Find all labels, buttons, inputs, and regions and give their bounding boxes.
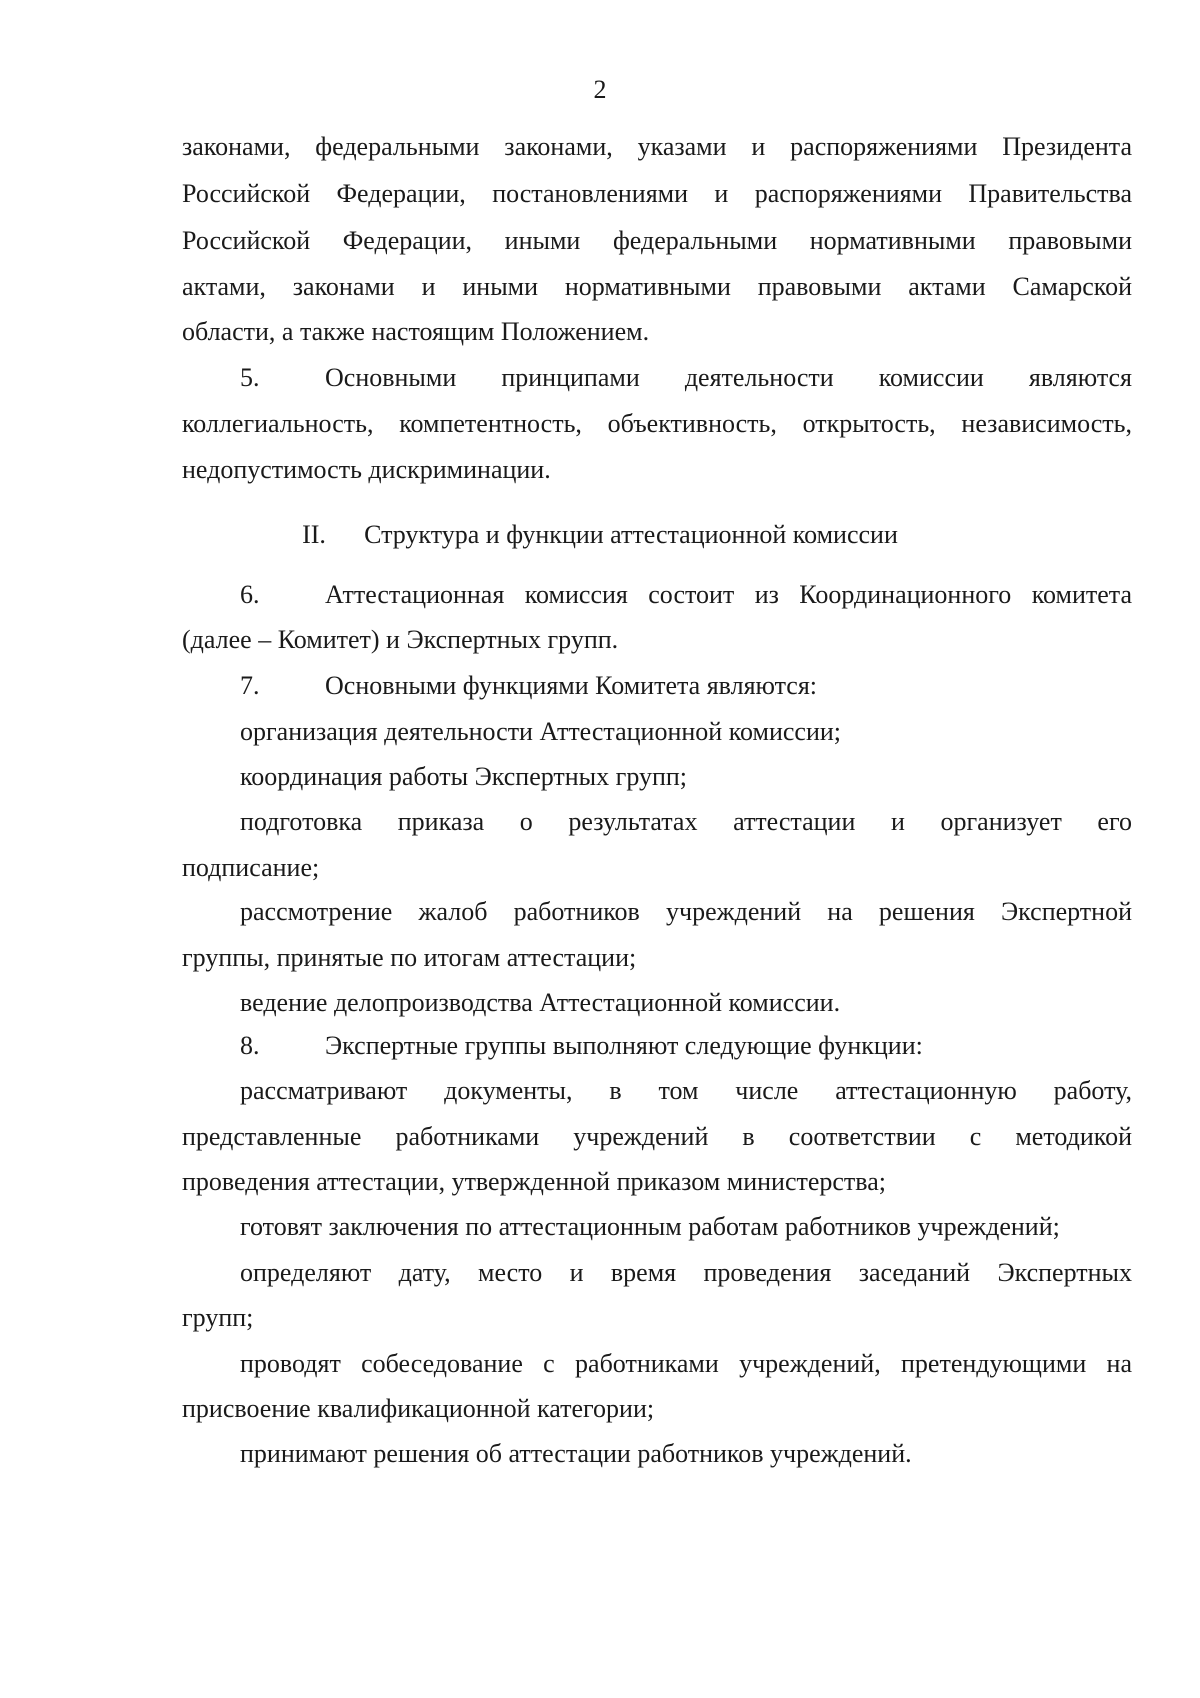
paragraph-line: коллегиальность, компетентность, объективность, открытость, независимость,	[182, 409, 1132, 438]
list-item: проводят собеседование с работниками учреждений, претендующими на	[240, 1349, 1132, 1378]
paragraph-8-first-line	[240, 1030, 1132, 1062]
list-item: ведение делопроизводства Аттестационной комиссии.	[240, 988, 841, 1017]
paragraph-line: актами, законами и иными нормативными правовыми актами Самарской	[182, 272, 1132, 301]
list-item: подготовка приказа о результатах аттестации и организует его	[240, 807, 1132, 836]
list-item: рассматривают документы, в том числе аттестационную работу,	[240, 1076, 1132, 1105]
list-item: организация деятельности Аттестационной комиссии;	[240, 717, 842, 746]
list-item-continuation: присвоение квалификационной категории;	[182, 1394, 655, 1423]
paragraph-6-first-line	[240, 579, 1132, 611]
list-item: определяют дату, место и время проведения заседаний Экспертных	[240, 1258, 1132, 1287]
paragraph-5-first-line	[240, 362, 1132, 394]
paragraph-line: законами, федеральными законами, указами и распоряжениями Президента	[182, 132, 1132, 161]
paragraph-text: Основными принципами деятельности комиссии являются	[325, 363, 1132, 392]
list-item: готовят заключения по аттестационным работам работников учреждений;	[240, 1212, 1060, 1241]
page-number: 2	[593, 75, 607, 104]
paragraph-line: области, а также настоящим Положением.	[182, 317, 650, 346]
paragraph-line: Российской Федерации, иными федеральными нормативными правовыми	[182, 226, 1132, 255]
section-title: Структура и функции аттестационной комиссии	[364, 520, 898, 549]
list-item: рассмотрение жалоб работников учреждений на решения Экспертной	[240, 897, 1132, 926]
section-heading	[0, 519, 1200, 551]
paragraph-number: 8.	[240, 1031, 260, 1060]
paragraph-line: недопустимость дискриминации.	[182, 455, 551, 484]
paragraph-7-first-line	[240, 670, 1132, 702]
list-item-continuation: проведения аттестации, утвержденной приказом министерства;	[182, 1167, 886, 1196]
paragraph-number: 6.	[240, 580, 260, 609]
section-number: II.	[302, 520, 326, 549]
list-item: координация работы Экспертных групп;	[240, 762, 688, 791]
list-item-continuation: подписание;	[182, 853, 320, 882]
list-item-continuation: группы, принятые по итогам аттестации;	[182, 943, 637, 972]
paragraph-number: 5.	[240, 363, 260, 392]
list-item: принимают решения об аттестации работников учреждений.	[240, 1439, 912, 1468]
paragraph-line: (далее – Комитет) и Экспертных групп.	[182, 625, 619, 654]
list-item-continuation: групп;	[182, 1303, 254, 1332]
paragraph-line: Российской Федерации, постановлениями и распоряжениями Правительства	[182, 179, 1132, 208]
paragraph-text: Экспертные группы выполняют следующие функции:	[325, 1031, 923, 1060]
paragraph-text: Основными функциями Комитета являются:	[325, 671, 818, 700]
list-item-continuation: представленные работниками учреждений в соответствии с методикой	[182, 1122, 1132, 1151]
paragraph-number: 7.	[240, 671, 260, 700]
paragraph-text: Аттестационная комиссия состоит из Координационного комитета	[325, 580, 1132, 609]
